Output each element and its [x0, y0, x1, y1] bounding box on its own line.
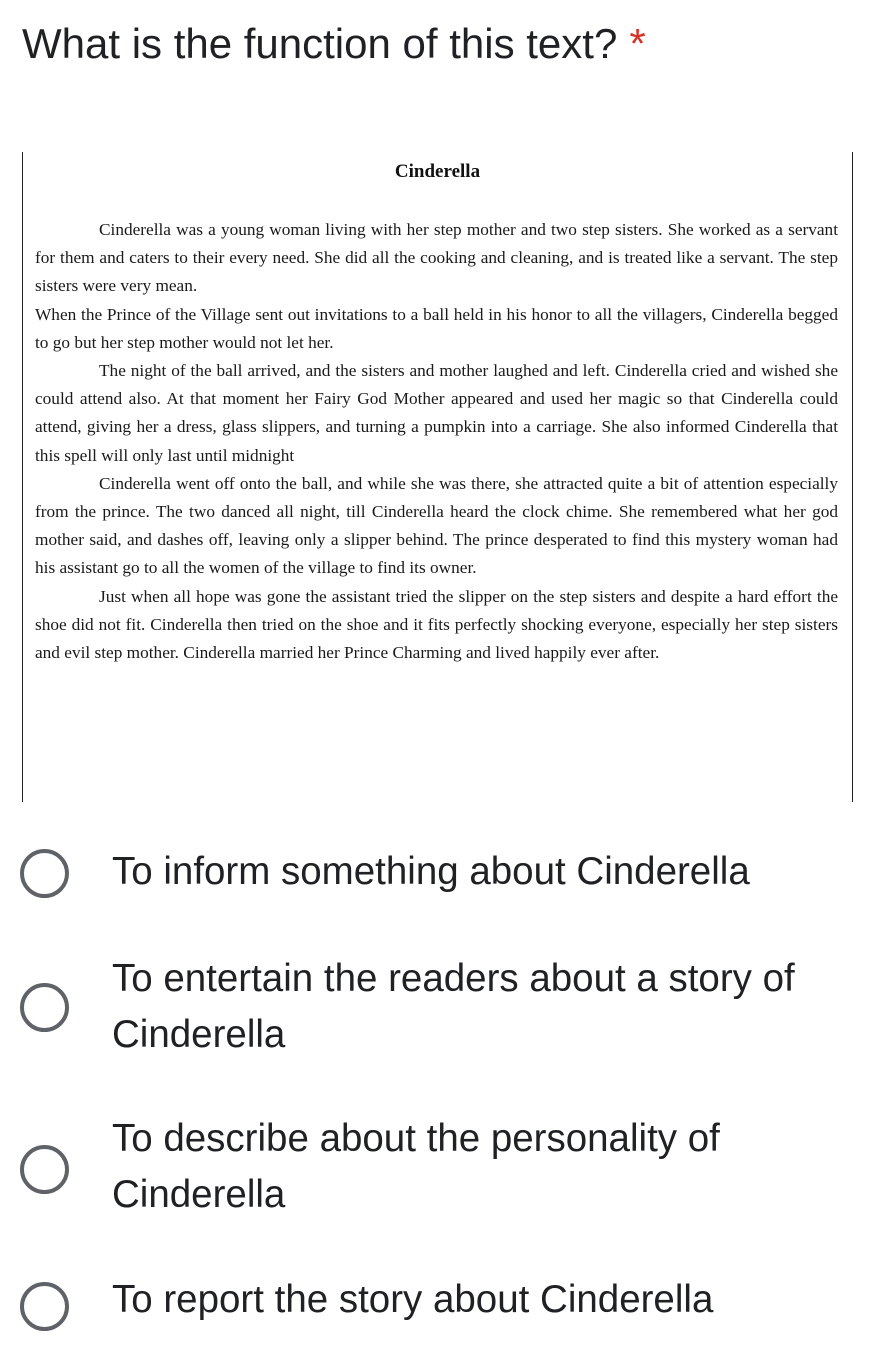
question-title [22, 14, 646, 74]
answer-option-entertain[interactable] [0, 950, 875, 1065]
passage-paragraph: Cinderella was a young woman living with her step mother and two step sisters. She worked as a servant for them and caters to their every need. She did all the cooking and cleaning, and is treated like a servant. The step sisters were very mean. [35, 220, 838, 296]
answer-option-describe[interactable] [0, 1112, 875, 1227]
answer-option-inform[interactable] [0, 842, 875, 902]
option-label: To describe about the personality of Cinderella [112, 1117, 720, 1216]
required-star: * [629, 20, 646, 67]
option-label: To report the story about Cinderella [112, 1278, 714, 1321]
question-text: What is the function of this text? [22, 20, 618, 67]
passage-paragraph: When the Prince of the Village sent out invitations to a ball held in his honor to all the villagers, Cinderella begged to go but her step mother would not let her. [35, 304, 838, 352]
radio-button-icon[interactable] [20, 983, 69, 1032]
radio-button-icon[interactable] [20, 1145, 69, 1194]
answer-option-report[interactable] [0, 1275, 875, 1335]
radio-button-icon[interactable] [20, 1282, 69, 1331]
passage-title: Cinderella [394, 161, 481, 182]
passage-body [35, 216, 838, 667]
passage-image [22, 152, 853, 802]
radio-button-icon[interactable] [20, 849, 69, 898]
passage-paragraph: The night of the ball arrived, and the sisters and mother laughed and left. Cinderella cried and wished she could attend also. At that moment her Fairy God Mother appeared and used her magic so that Cinderella could attend, giving her a dress, glass slippers, and turning a pumpkin into a carriage. She also informed Cinderella that this spell will only last until midnight [35, 361, 838, 465]
passage-paragraph: Just when all hope was gone the assistant tried the slipper on the step sisters and despite a hard effort the shoe did not fit. Cinderella then tried on the shoe and it fits perfectly shocking everyone, especially her step sisters and evil step mother. Cinderella married her Prince Charming and lived happily ever after. [35, 586, 838, 663]
passage-paragraph: Cinderella went off onto the ball, and while she was there, she attracted quite a bit of attention especially from the prince. The two danced all night, till Cinderella heard the clock chime. She remembered what her god mother said, and dashes off, leaving only a slipper behind. The prince desperated to find this mystery woman had his assistant go to all the women of the village to find its owner. [35, 473, 838, 578]
option-label: To inform something about Cinderella [112, 850, 750, 893]
option-label: To entertain the readers about a story of Cinderella [112, 957, 795, 1056]
